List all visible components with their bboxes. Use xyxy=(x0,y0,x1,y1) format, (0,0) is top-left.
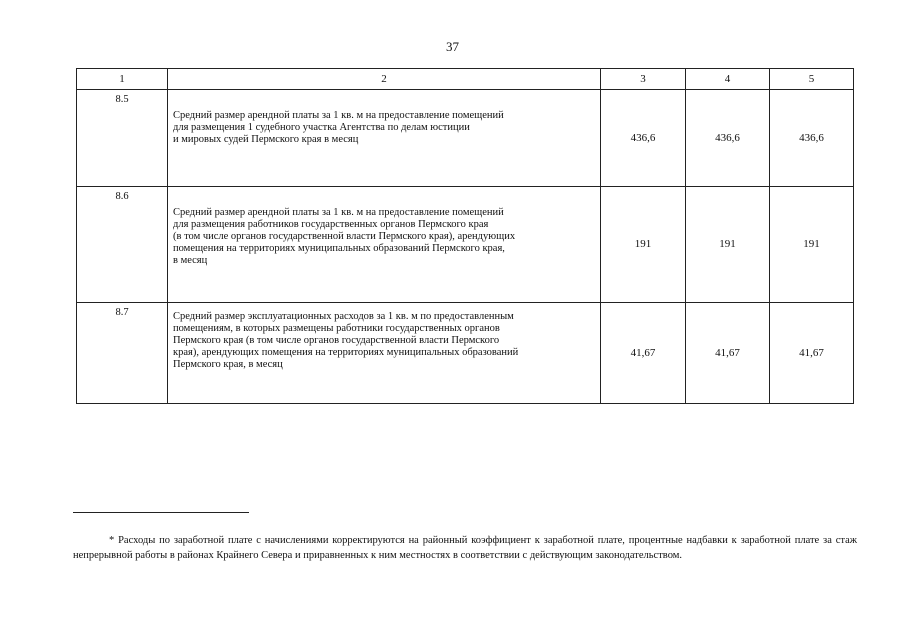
row-description xyxy=(168,187,601,303)
value-cell: 41,67 xyxy=(601,303,686,404)
value-cell: 436,6 xyxy=(601,90,686,187)
column-header: 2 xyxy=(168,69,601,90)
description-line: Пермского края (в том числе органов государственной власти Пермского xyxy=(173,335,500,347)
description-line: Средний размер эксплуатационных расходов за 1 кв. м по предоставленным xyxy=(173,311,514,322)
row-number: 8.6 xyxy=(77,187,168,303)
table-row xyxy=(77,90,854,187)
column-header: 4 xyxy=(686,69,770,90)
row-number: 8.7 xyxy=(77,303,168,404)
table-header-row xyxy=(77,69,854,90)
row-description xyxy=(168,303,601,404)
description-line: для размещения 1 судебного участка Агентства по делам юстиции xyxy=(173,122,470,134)
value-cell: 436,6 xyxy=(686,90,770,187)
column-header: 5 xyxy=(770,69,854,90)
table-row xyxy=(77,303,854,404)
description-line: и мировых судей Пермского края в месяц xyxy=(173,134,359,146)
table-row xyxy=(77,187,854,303)
data-table xyxy=(76,68,854,404)
description-line: Средний размер арендной платы за 1 кв. м на предоставление помещений xyxy=(173,110,504,121)
footnote-divider xyxy=(73,512,249,513)
column-header: 1 xyxy=(77,69,168,90)
footnote: * Расходы по заработной плате с начислениями корректируются на районный коэффициент к заработной плате, процентные надбавки к заработной плате за стаж непрерывной работы в районах Крайнего Севера и приравненных к ним местностях в соответствии с действующим законодательством. xyxy=(73,535,857,562)
description-line: помещениям, в которых размещены работники государственных органов xyxy=(173,323,500,335)
value-cell: 191 xyxy=(770,187,854,303)
page-number: 37 xyxy=(446,39,459,54)
description-line: помещения на территориях муниципальных образований Пермского края, xyxy=(173,243,505,255)
description-line: Средний размер арендной платы за 1 кв. м на предоставление помещений xyxy=(173,207,504,218)
value-cell: 41,67 xyxy=(770,303,854,404)
row-number: 8.5 xyxy=(77,90,168,187)
value-cell: 191 xyxy=(601,187,686,303)
value-cell: 436,6 xyxy=(770,90,854,187)
column-header: 3 xyxy=(601,69,686,90)
description-line: (в том числе органов государственной власти Пермского края), арендующих xyxy=(173,231,516,243)
description-line: края), арендующих помещения на территориях муниципальных образований xyxy=(173,347,519,359)
description-line: Пермского края, в месяц xyxy=(173,359,283,371)
description-line: для размещения работников государственных органов Пермского края xyxy=(173,219,489,231)
value-cell: 41,67 xyxy=(686,303,770,404)
value-cell: 191 xyxy=(686,187,770,303)
description-line: в месяц xyxy=(173,255,208,267)
row-description xyxy=(168,90,601,187)
